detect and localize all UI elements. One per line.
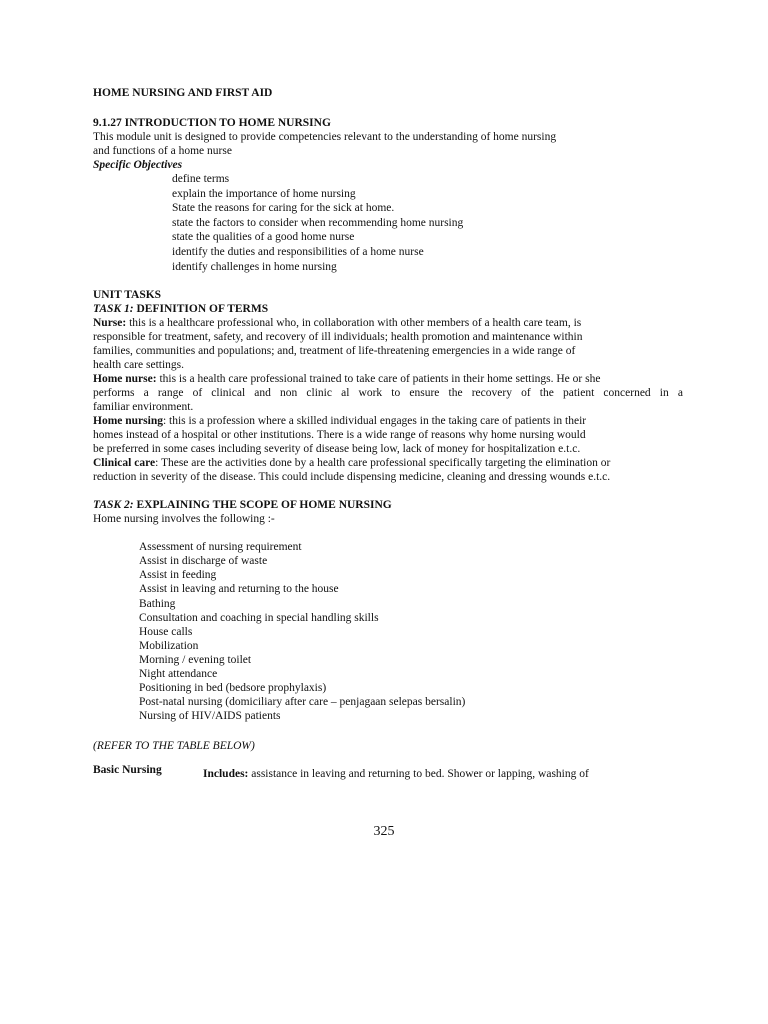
objective-item: identify challenges in home nursing	[172, 260, 337, 273]
definition-text: : this is a profession where a skilled individual engages in the taking care of patients in their	[162, 415, 587, 428]
basic-nursing-row	[93, 763, 683, 793]
page-number: 325	[373, 824, 395, 839]
task2-prefix: TASK 2:	[93, 499, 134, 512]
definition-term: Home nurse:	[93, 373, 157, 386]
document-heading: HOME NURSING AND FIRST AID	[93, 87, 273, 99]
definition-text: health care settings.	[93, 359, 185, 372]
scope-item: Bathing	[139, 597, 176, 610]
definition-home-nurse	[93, 372, 683, 414]
definition-text: this is a healthcare professional who, in collaboration with other members of a health care team, is	[126, 317, 582, 330]
task2-title: EXPLAINING THE SCOPE OF HOME NURSING	[133, 499, 392, 512]
definition-clinical-care	[93, 456, 683, 484]
basic-nursing-label: Basic Nursing	[93, 764, 162, 777]
objective-item: identify the duties and responsibilities of a home nurse	[172, 245, 424, 258]
objectives-list	[93, 172, 683, 274]
objectives-label: Specific Objectives	[93, 159, 183, 171]
includes-label: Includes:	[203, 768, 249, 781]
scope-item: Consultation and coaching in special handling skills	[139, 611, 379, 624]
unit-tasks-label: UNIT TASKS	[93, 289, 162, 302]
scope-item: Night attendance	[139, 668, 218, 680]
task2-intro: Home nursing involves the following :-	[93, 513, 275, 526]
task1-prefix: TASK 1:	[93, 303, 134, 316]
definition-home-nursing	[93, 414, 683, 456]
task1-heading	[93, 302, 683, 316]
definition-term: Clinical care	[93, 457, 156, 470]
definition-nurse	[93, 316, 683, 372]
definition-text: homes instead of a hospital or other institutions. There is a wide range of reasons why home nursing would	[93, 429, 586, 442]
scope-item: Assist in discharge of waste	[139, 555, 268, 568]
includes-text: assistance in leaving and returning to bed. Shower or lapping, washing of	[248, 768, 589, 781]
definition-text: be preferred in some cases including severity of disease being low, lack of money for hospitalization e.t.c.	[93, 443, 581, 456]
scope-item: Morning / evening toilet	[139, 653, 252, 666]
definition-term: Nurse:	[93, 317, 127, 330]
document-page	[93, 86, 683, 793]
scope-item: Positioning in bed (bedsore prophylaxis)	[139, 682, 327, 695]
objective-item: define terms	[172, 173, 230, 185]
scope-item: Assessment of nursing requirement	[139, 541, 302, 554]
objective-item: explain the importance of home nursing	[172, 187, 356, 200]
basic-nursing-includes	[203, 767, 589, 781]
refer-note: (REFER TO THE TABLE BELOW)	[93, 740, 255, 753]
intro-line-2: and functions of a home nurse	[93, 145, 232, 157]
definition-text: this is a health care professional trained to take care of patients in their home settings. He or she	[156, 373, 601, 386]
definition-text: familiar environment.	[93, 401, 194, 414]
definition-text: : These are the activities done by a health care professional specifically targeting the elimination or	[155, 457, 611, 470]
task2-heading	[93, 498, 683, 512]
scope-list	[93, 540, 683, 723]
scope-item: Assist in leaving and returning to the house	[139, 583, 339, 596]
scope-item: Post-natal nursing (domiciliary after care – penjagaan selepas bersalin)	[139, 696, 466, 709]
scope-item: House calls	[139, 625, 193, 638]
scope-item: Mobilization	[139, 639, 199, 652]
definition-text: families, communities and populations; and, treatment of life-threatening emergencies in a wide range of	[93, 345, 576, 358]
definition-text: performs a range of clinical and non clinic al work to ensure the recovery of the patient concerned in a	[93, 387, 683, 400]
definition-text: reduction in severity of the disease. This could include dispensing medicine, cleaning and dressing wounds e.t.c.	[93, 471, 611, 484]
definition-term: Home nursing	[93, 415, 163, 428]
task1-title: DEFINITION OF TERMS	[133, 303, 269, 316]
scope-item: Assist in feeding	[139, 569, 217, 582]
objective-item: state the qualities of a good home nurse	[172, 231, 355, 244]
objective-item: State the reasons for caring for the sick at home.	[172, 202, 395, 215]
intro-line-1: This module unit is designed to provide competencies relevant to the understanding of home nursing	[93, 131, 557, 143]
objective-item: state the factors to consider when recommending home nursing	[172, 216, 464, 229]
section-title: 9.1.27 INTRODUCTION TO HOME NURSING	[93, 117, 331, 129]
definition-text: responsible for treatment, safety, and recovery of ill individuals; health promotion and maintenance within	[93, 331, 583, 344]
scope-item: Nursing of HIV/AIDS patients	[139, 710, 281, 723]
